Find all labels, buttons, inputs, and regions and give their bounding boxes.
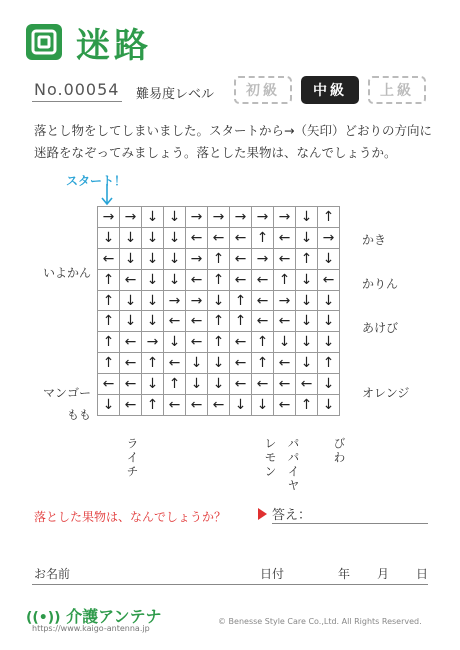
right-fruit-label: かりん xyxy=(362,276,399,291)
maze-cell[interactable]: ← xyxy=(274,311,296,332)
right-fruit-label: かき xyxy=(362,232,387,247)
maze-row xyxy=(98,227,340,248)
maze-cell[interactable]: ↑ xyxy=(98,332,120,353)
maze-cell[interactable]: ↓ xyxy=(318,395,340,416)
maze-cell[interactable]: ↓ xyxy=(318,332,340,353)
maze-cell[interactable]: ← xyxy=(274,374,296,395)
level-beginner: 初級 xyxy=(234,76,292,104)
brand-name: 介護アンテナ xyxy=(66,607,162,626)
maze-cell[interactable]: ↓ xyxy=(164,207,186,228)
maze-cell[interactable]: ↓ xyxy=(230,395,252,416)
maze-cell[interactable]: ← xyxy=(164,353,186,374)
maze-cell[interactable]: ↓ xyxy=(98,227,120,248)
maze-cell[interactable]: ← xyxy=(230,269,252,290)
maze-cell[interactable]: ↓ xyxy=(186,353,208,374)
maze-cell[interactable]: ↑ xyxy=(252,332,274,353)
maze-cell[interactable]: ← xyxy=(230,248,252,269)
maze-cell[interactable]: → xyxy=(318,227,340,248)
number-underline xyxy=(32,101,122,102)
maze-cell[interactable]: ← xyxy=(274,395,296,416)
maze-cell[interactable]: ← xyxy=(208,395,230,416)
right-fruit-label: オレンジ xyxy=(362,386,410,401)
maze-cell[interactable]: ↑ xyxy=(208,311,230,332)
bottom-fruit-label: ライチ xyxy=(125,437,139,479)
maze-cell[interactable]: ↓ xyxy=(208,353,230,374)
bottom-fruit-label: パパイヤ xyxy=(286,437,300,493)
year-label: 年 xyxy=(338,567,351,581)
maze-row xyxy=(98,374,340,395)
maze-row xyxy=(98,290,340,311)
maze-cell[interactable]: ← xyxy=(120,269,142,290)
maze-cell[interactable]: ↓ xyxy=(120,290,142,311)
maze-cell[interactable]: ↓ xyxy=(142,374,164,395)
day-label: 日 xyxy=(416,567,429,581)
maze-cell[interactable]: ↓ xyxy=(296,207,318,228)
start-arrow-icon xyxy=(100,184,114,206)
bottom-fruit-label: レモン xyxy=(263,437,277,479)
maze-cell[interactable]: ↑ xyxy=(296,248,318,269)
maze-cell[interactable]: ← xyxy=(208,227,230,248)
maze-cell[interactable]: ← xyxy=(274,353,296,374)
maze-cell[interactable]: → xyxy=(120,207,142,228)
maze-cell[interactable]: ← xyxy=(252,374,274,395)
maze-cell[interactable]: ↑ xyxy=(98,353,120,374)
maze-cell[interactable]: ← xyxy=(230,353,252,374)
maze-cell[interactable]: → xyxy=(186,207,208,228)
page-title: 迷路 xyxy=(76,26,152,66)
maze-cell[interactable]: ↓ xyxy=(208,290,230,311)
maze-cell[interactable]: ↑ xyxy=(230,290,252,311)
maze-cell[interactable]: ← xyxy=(296,374,318,395)
maze-cell[interactable]: ↓ xyxy=(274,332,296,353)
maze-cell[interactable]: ↑ xyxy=(252,227,274,248)
maze-cell[interactable]: ← xyxy=(230,332,252,353)
copyright: © Benesse Style Care Co.,Ltd. All Rights Reserved. xyxy=(218,617,422,626)
instruction-line: 迷路をなぞってみましょう。落とした果物は、なんでしょうか。 xyxy=(34,145,397,160)
answer-label: 答え： xyxy=(272,508,312,523)
maze-cell[interactable]: → xyxy=(274,207,296,228)
difficulty-label: 難易度レベル xyxy=(136,87,215,102)
maze-cell[interactable]: ↓ xyxy=(142,311,164,332)
maze-cell[interactable]: ← xyxy=(318,269,340,290)
level-intermediate: 中級 xyxy=(301,76,359,104)
maze-cell[interactable]: → xyxy=(98,207,120,228)
maze-row xyxy=(98,311,340,332)
maze-cell[interactable]: ↑ xyxy=(230,311,252,332)
name-field[interactable] xyxy=(32,584,428,585)
maze-cell[interactable]: → xyxy=(186,248,208,269)
maze-cell[interactable]: ↑ xyxy=(98,290,120,311)
maze-cell[interactable]: ↓ xyxy=(296,269,318,290)
maze-cell[interactable]: ↓ xyxy=(142,269,164,290)
maze-cell[interactable]: ↓ xyxy=(164,248,186,269)
maze-row xyxy=(98,248,340,269)
maze-cell[interactable]: ← xyxy=(230,227,252,248)
instruction-line: 落とし物をしてしまいました。スタートから→（矢印）どおりの方向に xyxy=(34,123,432,138)
level-advanced: 上級 xyxy=(368,76,426,104)
maze-cell[interactable]: ← xyxy=(98,374,120,395)
maze-grid xyxy=(97,206,340,416)
left-fruit-label: マンゴー xyxy=(42,386,91,401)
maze-cell[interactable]: ↓ xyxy=(98,395,120,416)
maze-row xyxy=(98,353,340,374)
maze-cell[interactable]: ← xyxy=(186,269,208,290)
maze-cell[interactable]: ↑ xyxy=(142,395,164,416)
bottom-fruit-label: びわ xyxy=(332,437,346,465)
maze-cell[interactable]: ↑ xyxy=(252,353,274,374)
name-label: お名前 xyxy=(34,567,71,581)
maze-cell[interactable]: ← xyxy=(164,311,186,332)
triangle-icon xyxy=(258,508,267,520)
maze-cell[interactable]: → xyxy=(208,207,230,228)
maze-cell[interactable]: ↓ xyxy=(296,332,318,353)
maze-cell[interactable]: ← xyxy=(274,248,296,269)
maze-cell[interactable]: ↓ xyxy=(164,332,186,353)
maze-cell[interactable]: ← xyxy=(120,332,142,353)
maze-cell[interactable]: ↓ xyxy=(296,311,318,332)
maze-cell[interactable]: ← xyxy=(230,374,252,395)
maze-cell[interactable]: → xyxy=(186,290,208,311)
maze-cell[interactable]: ← xyxy=(186,227,208,248)
maze-cell[interactable]: → xyxy=(142,332,164,353)
month-label: 月 xyxy=(377,567,390,581)
puzzle-number: No.00054 xyxy=(34,80,120,99)
maze-cell[interactable]: → xyxy=(164,290,186,311)
maze-logo-icon xyxy=(26,24,62,60)
maze-cell[interactable]: ↑ xyxy=(98,311,120,332)
maze-cell[interactable]: ↓ xyxy=(296,353,318,374)
maze-cell[interactable]: ↓ xyxy=(186,374,208,395)
antenna-icon: ((•)) xyxy=(26,610,61,626)
maze-cell[interactable]: → xyxy=(252,248,274,269)
maze-cell[interactable]: ← xyxy=(252,311,274,332)
maze-cell[interactable]: ↑ xyxy=(318,353,340,374)
maze-cell[interactable]: ↓ xyxy=(318,374,340,395)
maze-cell[interactable]: ↑ xyxy=(98,269,120,290)
maze-cell[interactable]: ← xyxy=(120,395,142,416)
maze-cell[interactable]: ← xyxy=(120,374,142,395)
maze-row xyxy=(98,332,340,353)
maze-cell[interactable]: ← xyxy=(120,353,142,374)
instructions xyxy=(34,120,434,164)
maze-row xyxy=(98,207,340,228)
maze-cell[interactable]: ← xyxy=(186,395,208,416)
question-text: 落とした果物は、なんでしょうか？ xyxy=(34,510,227,524)
maze-cell[interactable]: ← xyxy=(164,395,186,416)
maze-cell[interactable]: ↓ xyxy=(164,269,186,290)
maze-cell[interactable]: ↑ xyxy=(208,248,230,269)
date-label: 日付 xyxy=(260,567,285,581)
maze-cell[interactable]: ↑ xyxy=(208,269,230,290)
maze-cell[interactable]: ↑ xyxy=(142,353,164,374)
maze-cell[interactable]: ↓ xyxy=(120,227,142,248)
maze-cell[interactable]: ← xyxy=(98,248,120,269)
maze-cell[interactable]: ↑ xyxy=(274,269,296,290)
brand-url: https://www.kaigo-antenna.jp xyxy=(32,624,150,633)
maze-row xyxy=(98,269,340,290)
maze-cell[interactable]: ↑ xyxy=(318,207,340,228)
maze-cell[interactable]: → xyxy=(230,207,252,228)
answer-field[interactable] xyxy=(272,523,428,524)
maze-row xyxy=(98,395,340,416)
maze-cell[interactable]: ↑ xyxy=(208,332,230,353)
start-label: スタート！ xyxy=(66,174,127,188)
maze-cell[interactable]: ↓ xyxy=(252,395,274,416)
maze-cell[interactable]: ↓ xyxy=(142,290,164,311)
maze-cell[interactable]: ↓ xyxy=(318,248,340,269)
maze-cell[interactable]: ↓ xyxy=(208,374,230,395)
maze-cell[interactable]: → xyxy=(252,207,274,228)
maze-cell[interactable]: ↓ xyxy=(318,311,340,332)
maze-cell[interactable]: ↑ xyxy=(164,374,186,395)
maze-cell[interactable]: ← xyxy=(186,311,208,332)
right-fruit-label: あけび xyxy=(362,320,399,335)
maze-cell[interactable]: ↓ xyxy=(120,311,142,332)
maze-cell[interactable]: ↓ xyxy=(318,290,340,311)
maze-cell[interactable]: ↓ xyxy=(142,227,164,248)
left-fruit-label: もも xyxy=(66,408,91,423)
maze-cell[interactable]: ← xyxy=(274,227,296,248)
maze-cell[interactable]: ↓ xyxy=(142,207,164,228)
maze-cell[interactable]: ↑ xyxy=(296,395,318,416)
left-fruit-label: いよかん xyxy=(42,265,91,280)
maze-cell[interactable]: ↓ xyxy=(164,227,186,248)
maze-cell[interactable]: → xyxy=(274,290,296,311)
maze-cell[interactable]: ← xyxy=(252,269,274,290)
maze-cell[interactable]: ↓ xyxy=(296,227,318,248)
maze-cell[interactable]: ↓ xyxy=(120,248,142,269)
maze-cell[interactable]: ↓ xyxy=(142,248,164,269)
maze-cell[interactable]: ← xyxy=(252,290,274,311)
maze-cell[interactable]: ← xyxy=(186,332,208,353)
maze-cell[interactable]: ↓ xyxy=(296,290,318,311)
